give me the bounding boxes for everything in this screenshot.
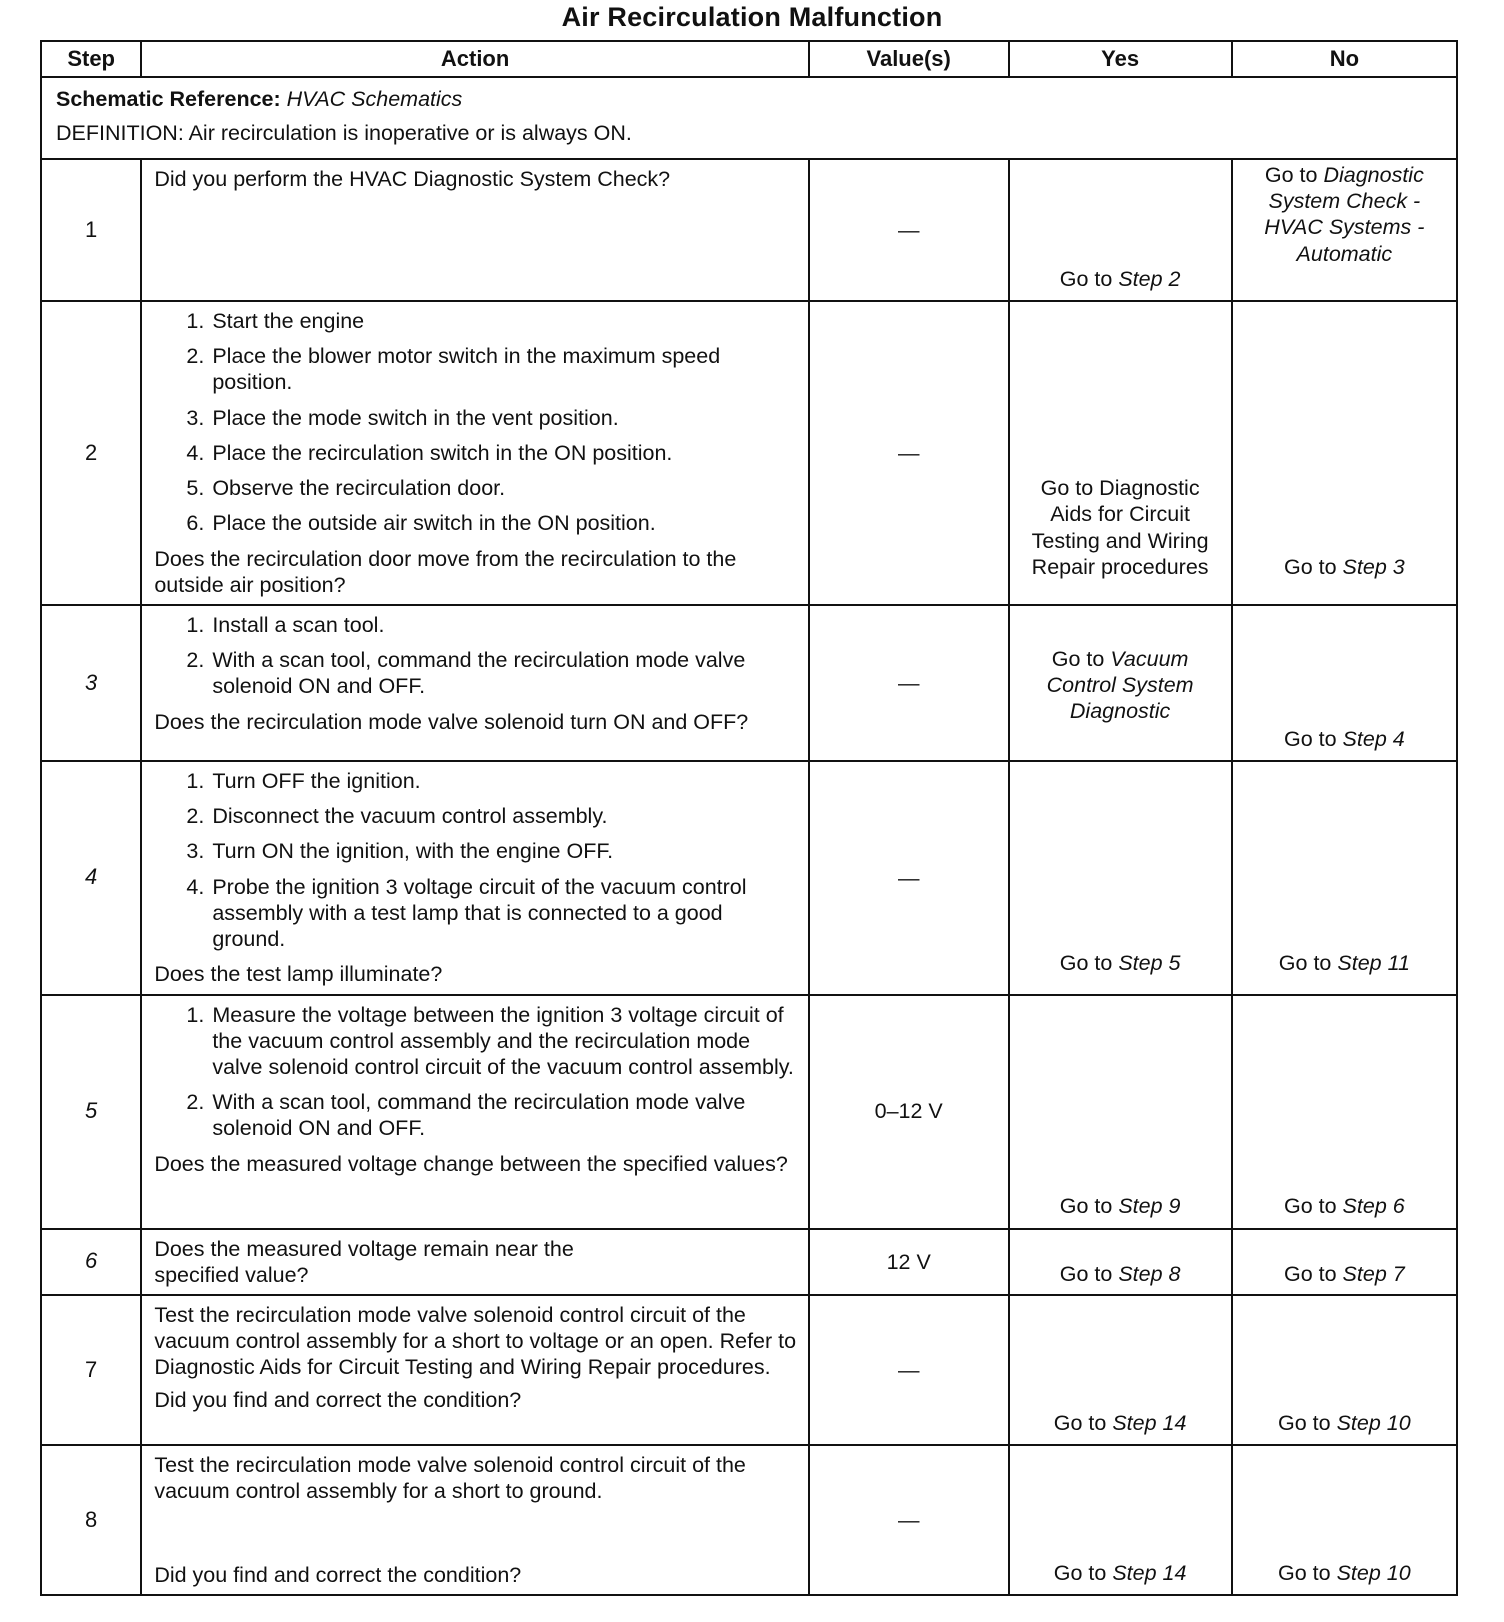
step-number: 8 bbox=[41, 1445, 141, 1595]
no-link[interactable]: Step 4 bbox=[1342, 726, 1405, 751]
go-to-text: Go to bbox=[1283, 726, 1337, 751]
no-link[interactable]: Step 11 bbox=[1337, 950, 1410, 975]
no-cell bbox=[1232, 605, 1457, 761]
list-item: 2. Place the blower motor switch in the maximum speed position. bbox=[210, 343, 800, 395]
list-item: 5. Observe the recirculation door. bbox=[210, 475, 800, 501]
go-to-text: Go to bbox=[1053, 1560, 1107, 1585]
list-item: 4. Place the recirculation switch in the ON position. bbox=[210, 440, 800, 466]
list-item: 3. Place the mode switch in the vent position. bbox=[210, 405, 800, 431]
no-cell bbox=[1232, 1229, 1457, 1295]
go-to-text: Go to bbox=[1059, 266, 1113, 291]
go-to-text: Go to bbox=[1283, 554, 1337, 579]
question-text: Does the measured voltage change between the specified values? bbox=[154, 1151, 788, 1176]
list-item: 6. Place the outside air switch in the ON position. bbox=[210, 510, 800, 536]
action-cell bbox=[141, 301, 809, 605]
table-row bbox=[41, 761, 1457, 995]
list-item: 2. With a scan tool, command the recirculation mode valve solenoid ON and OFF. bbox=[210, 647, 800, 699]
yes-cell bbox=[1009, 1295, 1232, 1445]
action-steps bbox=[154, 768, 800, 952]
header-row bbox=[41, 41, 1457, 77]
go-to-text: Go to bbox=[1278, 1410, 1331, 1435]
header-no: No bbox=[1232, 41, 1457, 77]
value-cell: — bbox=[809, 605, 1009, 761]
yes-link[interactable]: Step 5 bbox=[1118, 950, 1181, 975]
list-item: 1. Turn OFF the ignition. bbox=[210, 768, 800, 794]
no-link[interactable]: Step 3 bbox=[1342, 554, 1405, 579]
yes-link[interactable]: Step 14 bbox=[1112, 1560, 1187, 1585]
go-to-text: Go to bbox=[1059, 1194, 1113, 1219]
no-cell bbox=[1232, 1295, 1457, 1445]
diagnostic-table bbox=[40, 40, 1458, 1596]
no-cell bbox=[1232, 995, 1457, 1229]
no-link[interactable]: Step 7 bbox=[1342, 1262, 1405, 1287]
step-number: 1 bbox=[41, 159, 141, 301]
value-cell: — bbox=[809, 159, 1009, 301]
action-text: Test the recirculation mode valve solenoid control circuit of the vacuum control assembly for a short to ground. bbox=[154, 1452, 746, 1504]
table-row bbox=[41, 159, 1457, 301]
no-link[interactable]: Step 10 bbox=[1336, 1560, 1411, 1585]
list-item: 1. Measure the voltage between the ignition 3 voltage circuit of the vacuum control assembly and the recirculation mode valve solenoid control circuit of the vacuum control assembly. bbox=[210, 1002, 800, 1081]
question-text: Does the recirculation mode valve solenoid turn ON and OFF? bbox=[154, 709, 749, 734]
list-item: 1. Start the engine bbox=[210, 308, 800, 334]
header-action: Action bbox=[141, 41, 809, 77]
table-row bbox=[41, 301, 1457, 605]
go-to-text: Go to bbox=[1059, 950, 1113, 975]
no-link[interactable]: Step 10 bbox=[1336, 1410, 1411, 1435]
no-cell bbox=[1232, 1445, 1457, 1595]
yes-link[interactable]: Vacuum Control System Diagnostic bbox=[1046, 646, 1194, 724]
yes-cell bbox=[1009, 301, 1232, 605]
question-text: Does the recirculation door move from the recirculation to the outside air position? bbox=[154, 546, 737, 597]
table-row bbox=[41, 1295, 1457, 1445]
question-text: Does the test lamp illuminate? bbox=[154, 962, 443, 987]
list-item: 2. Disconnect the vacuum control assembly. bbox=[210, 803, 800, 829]
page-title: Air Recirculation Malfunction bbox=[561, 2, 943, 32]
no-cell bbox=[1232, 301, 1457, 605]
action-cell bbox=[141, 1445, 809, 1595]
yes-cell bbox=[1009, 761, 1232, 995]
value-cell: — bbox=[809, 301, 1009, 605]
action-steps bbox=[154, 612, 800, 700]
no-cell bbox=[1232, 761, 1457, 995]
header-values: Value(s) bbox=[809, 41, 1009, 77]
action-cell bbox=[141, 1229, 809, 1295]
yes-cell bbox=[1009, 1445, 1232, 1595]
go-to-text: Go to bbox=[1051, 646, 1105, 671]
step-number: 2 bbox=[41, 301, 141, 605]
yes-cell bbox=[1009, 1229, 1232, 1295]
schematic-row bbox=[41, 77, 1457, 159]
action-text: Did you perform the HVAC Diagnostic System Check? bbox=[154, 167, 671, 191]
value-cell: — bbox=[809, 1295, 1009, 1445]
action-cell bbox=[141, 761, 809, 995]
list-item: 3. Turn ON the ignition, with the engine OFF. bbox=[210, 838, 800, 864]
yes-cell bbox=[1009, 605, 1232, 761]
step-number: 6 bbox=[41, 1229, 141, 1295]
go-to-text: Go to bbox=[1283, 1262, 1337, 1287]
value-cell: 0–12 V bbox=[809, 995, 1009, 1229]
go-to-text: Go to bbox=[1059, 1262, 1113, 1287]
action-cell bbox=[141, 1295, 809, 1445]
schematic-reference-label: Schematic Reference: bbox=[56, 87, 281, 111]
schematic-reference-link[interactable]: HVAC Schematics bbox=[286, 87, 463, 111]
value-cell: — bbox=[809, 1445, 1009, 1595]
header-step: Step bbox=[41, 41, 141, 77]
yes-link[interactable]: Step 8 bbox=[1118, 1262, 1181, 1287]
step-number: 7 bbox=[41, 1295, 141, 1445]
schematic-cell bbox=[41, 77, 1457, 159]
action-cell bbox=[141, 995, 809, 1229]
action-cell bbox=[141, 605, 809, 761]
go-to-text: Go to bbox=[1264, 163, 1318, 187]
value-cell: — bbox=[809, 761, 1009, 995]
table-row bbox=[41, 605, 1457, 761]
action-steps bbox=[154, 1002, 800, 1142]
go-to-text: Go to bbox=[1053, 1410, 1107, 1435]
table-row bbox=[41, 995, 1457, 1229]
go-to-text: Go to bbox=[1278, 1560, 1331, 1585]
list-item: 1. Install a scan tool. bbox=[210, 612, 800, 638]
step-number: 4 bbox=[41, 761, 141, 995]
table-row bbox=[41, 1229, 1457, 1295]
yes-link[interactable]: Step 14 bbox=[1112, 1410, 1187, 1435]
list-item: 4. Probe the ignition 3 voltage circuit of the vacuum control assembly with a test lamp that is connected to a good ground. bbox=[210, 874, 800, 953]
yes-link[interactable]: Step 2 bbox=[1118, 266, 1181, 291]
action-steps bbox=[154, 308, 800, 537]
definition-text: DEFINITION: Air recirculation is inoperative or is always ON. bbox=[56, 121, 632, 145]
header-yes: Yes bbox=[1009, 41, 1232, 77]
question-text: Did you find and correct the condition? bbox=[154, 1562, 522, 1587]
table-row bbox=[41, 1445, 1457, 1595]
question-text: Does the measured voltage remain near the specified value? bbox=[154, 1236, 574, 1287]
go-to-text: Go to bbox=[1278, 950, 1332, 975]
action-text: Test the recirculation mode valve solenoid control circuit of the vacuum control assembly for a short to voltage or an open. Refer to Diagnostic Aids for Circuit Testing and Wiring Repair procedures. bbox=[154, 1302, 797, 1380]
no-cell bbox=[1232, 159, 1457, 301]
yes-cell bbox=[1009, 159, 1232, 301]
step-number: 3 bbox=[41, 605, 141, 761]
value-cell: 12 V bbox=[809, 1229, 1009, 1295]
no-link[interactable]: Step 6 bbox=[1342, 1194, 1405, 1219]
question-text: Did you find and correct the condition? bbox=[154, 1387, 522, 1412]
action-cell bbox=[141, 159, 809, 301]
list-item: 2. With a scan tool, command the recirculation mode valve solenoid ON and OFF. bbox=[210, 1089, 800, 1141]
yes-text[interactable]: Go to Diagnostic Aids for Circuit Testing and Wiring Repair procedures bbox=[1031, 476, 1209, 579]
yes-link[interactable]: Step 9 bbox=[1118, 1194, 1181, 1219]
step-number: 5 bbox=[41, 995, 141, 1229]
yes-cell bbox=[1009, 995, 1232, 1229]
no-link[interactable]: Diagnostic System Check - HVAC Systems - Automatic bbox=[1264, 163, 1425, 266]
go-to-text: Go to bbox=[1283, 1194, 1337, 1219]
